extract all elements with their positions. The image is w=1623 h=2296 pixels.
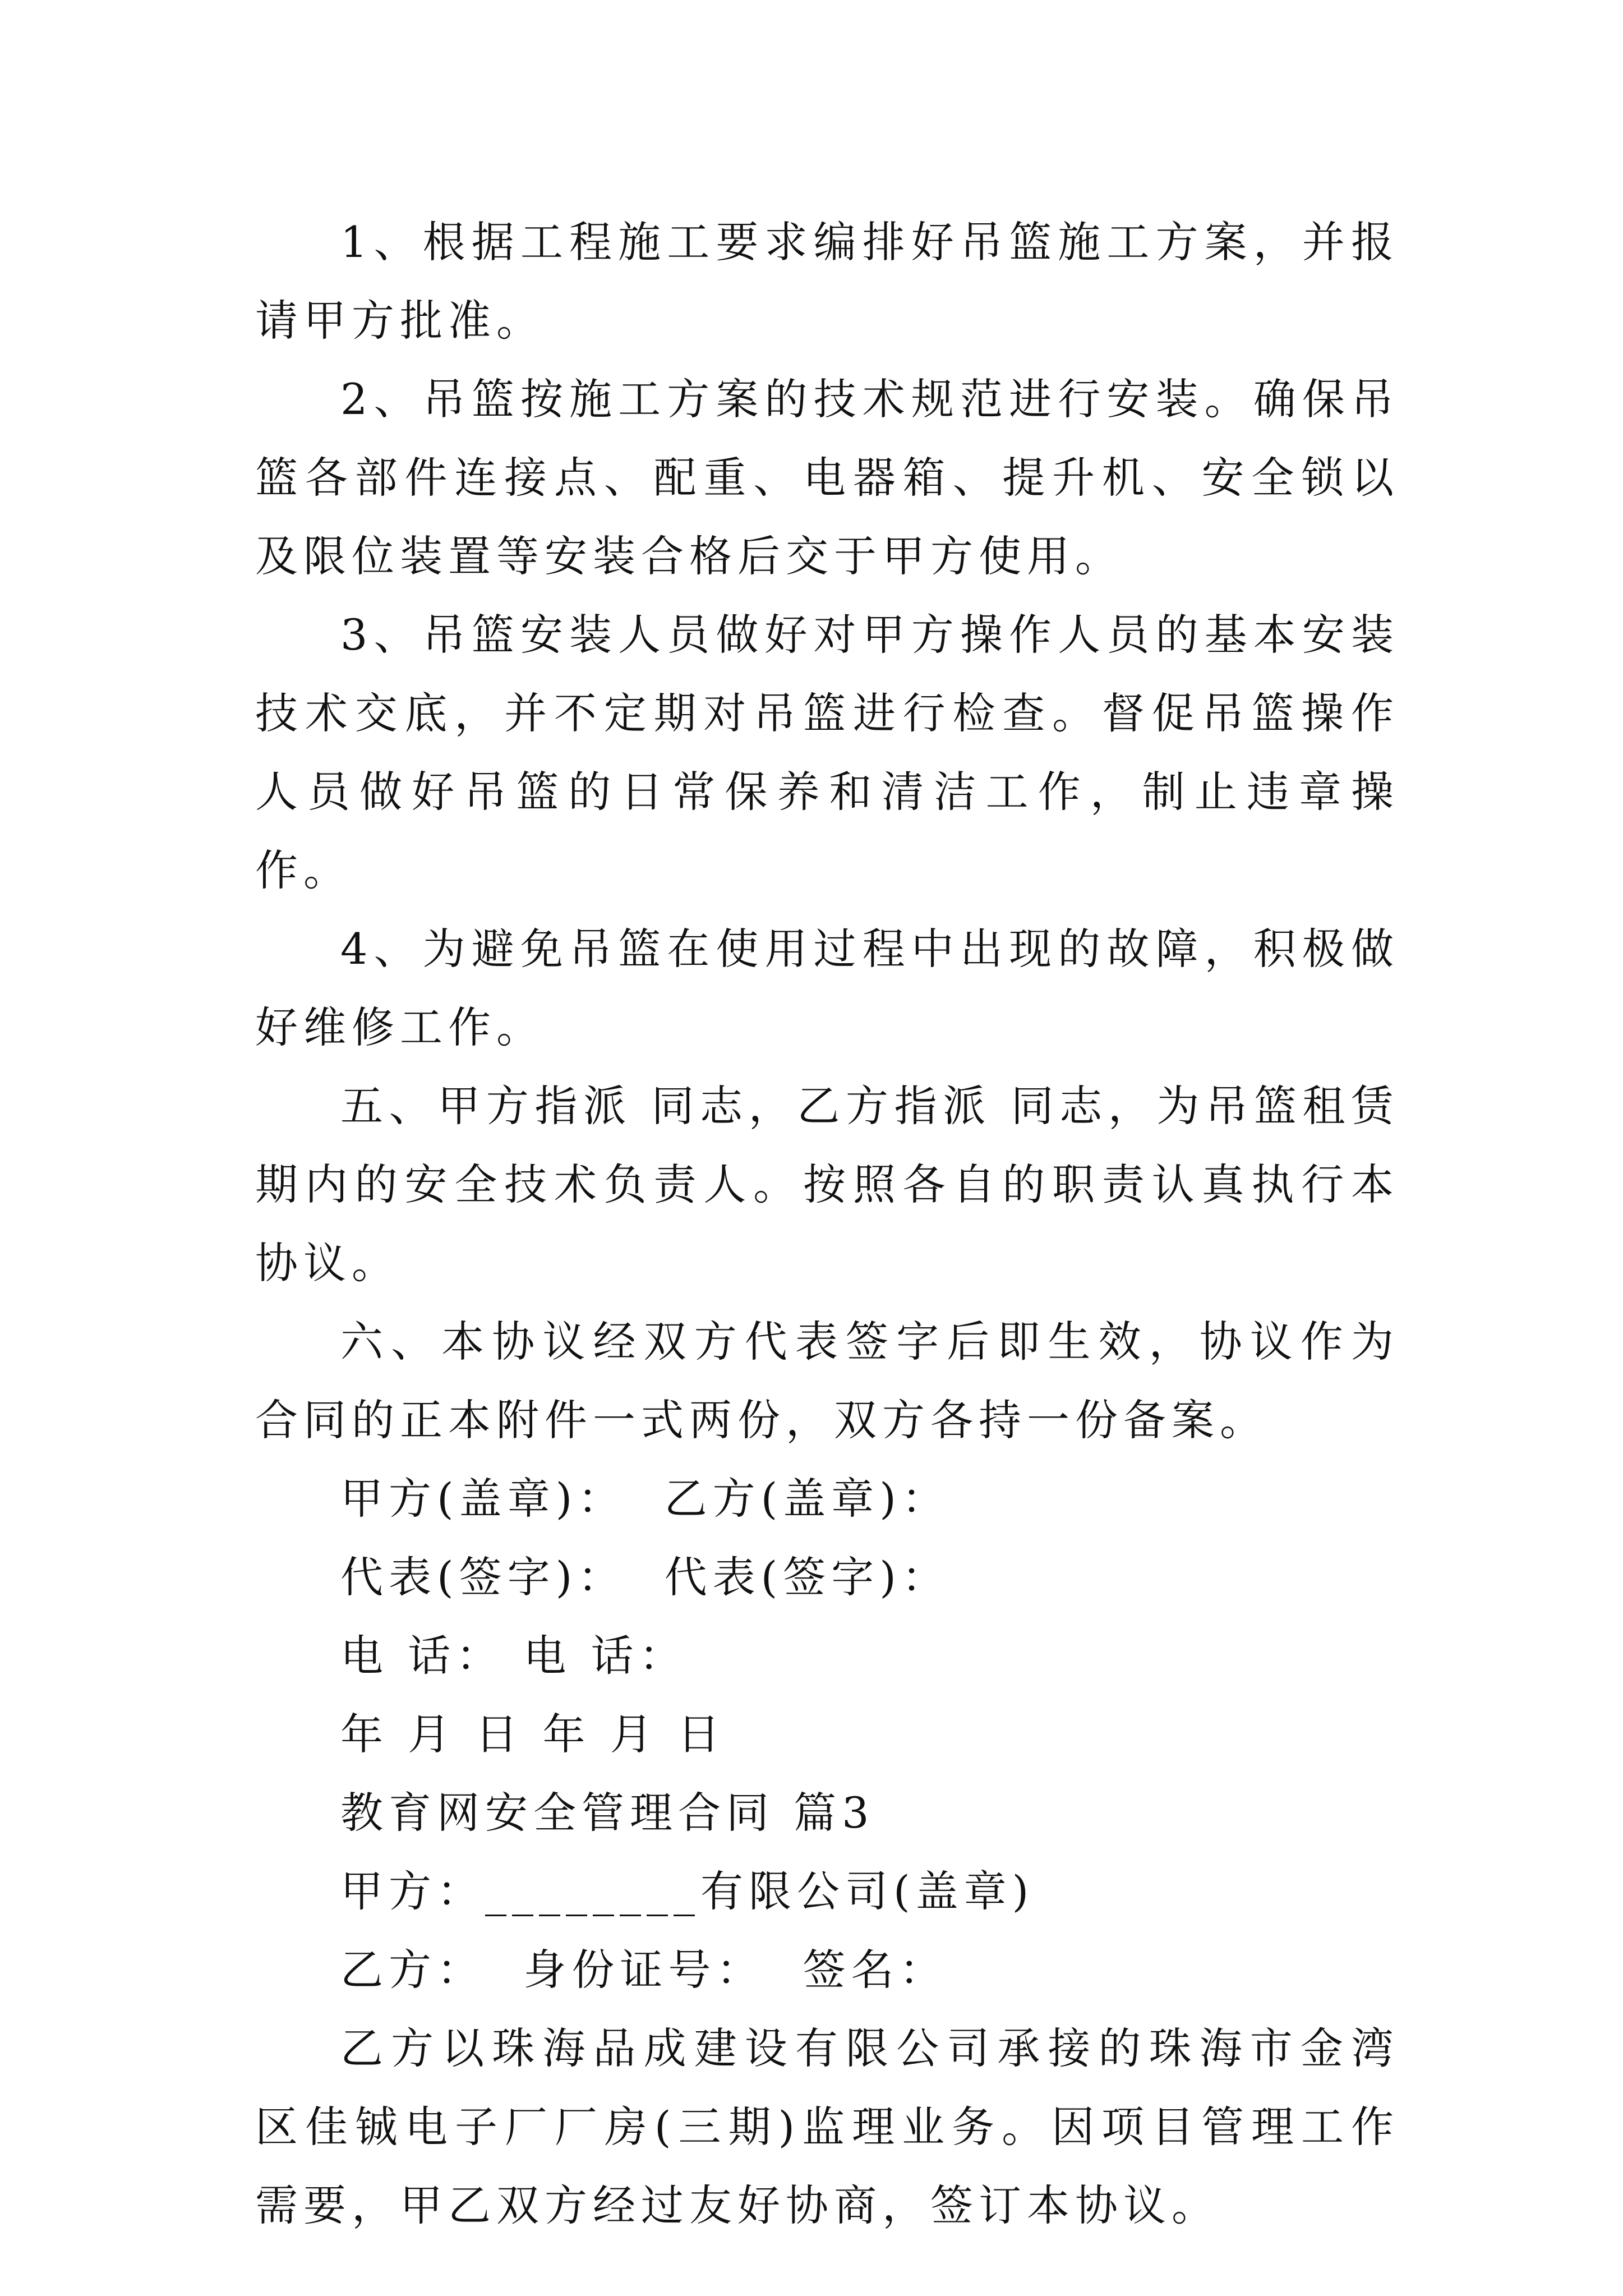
paragraph-item-3: 3、吊篮安装人员做好对甲方操作人员的基本安装技术交底，并不定期对吊篮进行检查。督促吊篮操作人员做好吊篮的日常保养和清洁工作，制止违章操作。	[255, 610, 1399, 895]
paragraph-responsible-persons: 五、甲方指派 同志，乙方指派 同志，为吊篮租赁期内的安全技术负责人。按照各自的职责认真执行本协议。	[255, 1081, 1399, 1288]
paragraph-effectiveness: 六、本协议经双方代表签字后即生效，协议作为合同的正本附件一式两份，双方各持一份备案。	[255, 1317, 1399, 1445]
closing-paragraph: 乙方以珠海品成建设有限公司承接的珠海市金湾区佳铖电子厂厂房(三期)监理业务。因项目管理工作需要，甲乙双方经过友好协商，签订本协议。	[255, 2023, 1399, 2230]
paragraph-item-2: 2、吊篮按施工方案的技术规范进行安装。确保吊篮各部件连接点、配重、电器箱、提升机、安全锁以及限位装置等安装合格后交于甲方使用。	[255, 374, 1399, 581]
party-b-line: 乙方： 身份证号： 签名：	[340, 1945, 948, 1995]
paragraph-item-1: 1、根据工程施工要求编排好吊篮施工方案，并报请甲方批准。	[255, 217, 1399, 346]
signature-representative-line: 代表(签字)： 代表(签字)：	[340, 1552, 950, 1602]
signature-date-line: 年 月 日 年 月 日	[340, 1709, 726, 1759]
party-a-line: 甲方：________有限公司(盖章)	[340, 1866, 1035, 1916]
paragraph-item-4: 4、为避免吊篮在使用过程中出现的故障，积极做好维修工作。	[255, 924, 1399, 1052]
document-body	[255, 203, 1399, 2245]
signature-phone-line: 电 话： 电 话：	[340, 1631, 688, 1681]
signature-seal-line: 甲方(盖章)： 乙方(盖章)：	[340, 1474, 950, 1524]
section-title: 教育网安全管理合同 篇3	[340, 1788, 875, 1838]
